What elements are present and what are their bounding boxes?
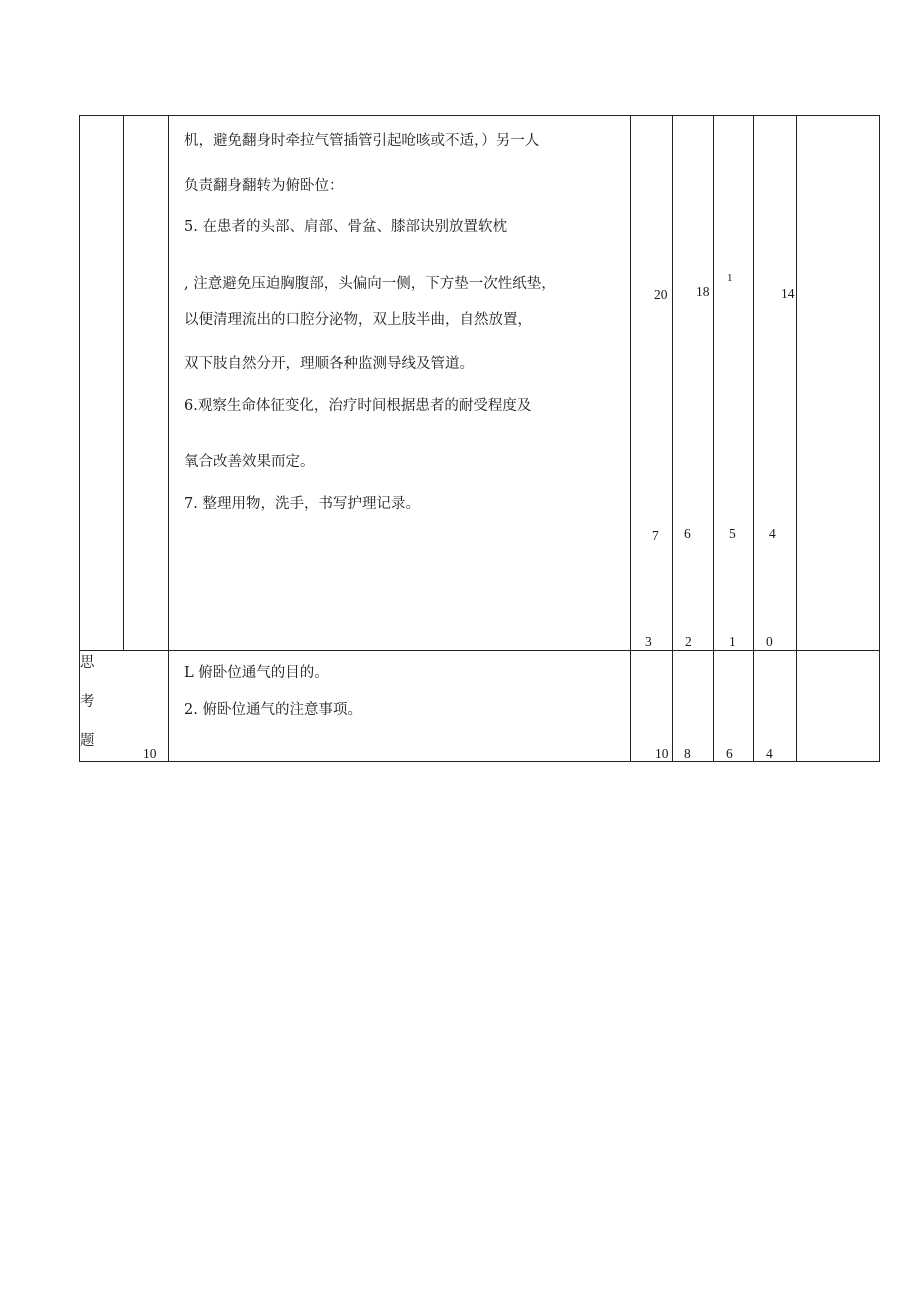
column-divider	[796, 115, 797, 762]
column-divider	[753, 115, 754, 762]
score-cell: 0	[766, 634, 773, 649]
column-divider	[713, 115, 714, 762]
category-char: 题	[80, 733, 95, 749]
score-cell: 6	[726, 746, 733, 761]
procedure-line: 双下肢自然分开，理顺各种监测导线及管道。	[184, 356, 474, 372]
score-cell: 10	[655, 746, 669, 761]
score-cell: 18	[696, 284, 710, 299]
column-divider	[168, 115, 169, 762]
column-divider	[672, 115, 673, 762]
procedure-line: 以便清理流出的口腔分泌物，双上肢半曲，自然放置，	[184, 312, 532, 328]
question-line: 2. 俯卧位通气的注意事项。	[184, 702, 362, 718]
score-cell: 4	[769, 526, 776, 541]
points-cell: 10	[143, 746, 157, 761]
category-char: 考	[80, 694, 95, 710]
procedure-line: 机，避免翻身时牵拉气管插管引起呛咳或不适，）另一人	[184, 133, 540, 149]
procedure-line: 7. 整理用物，洗手，书写护理记录。	[184, 496, 420, 512]
score-cell: 3	[645, 634, 652, 649]
score-cell: 4	[766, 746, 773, 761]
column-divider	[630, 115, 631, 762]
procedure-line: 5. 在患者的头部、肩部、骨盆、膝部诀别放置软枕	[184, 219, 507, 235]
question-line: L 俯卧位通气的目的。	[184, 665, 329, 681]
row-divider	[79, 650, 880, 651]
score-cell: 7	[652, 528, 659, 543]
category-char: 思	[80, 655, 95, 671]
score-cell: 8	[684, 746, 691, 761]
score-cell: 6	[684, 526, 691, 541]
column-divider	[123, 115, 124, 650]
score-cell: 2	[685, 634, 692, 649]
score-cell: 1	[727, 272, 733, 284]
procedure-line: 6.观察生命体征变化，治疗时间根据患者的耐受程度及	[184, 398, 532, 414]
procedure-line: 负责翻身翻转为俯卧位：	[184, 178, 344, 194]
score-cell: 5	[729, 526, 736, 541]
score-cell: 14	[781, 286, 795, 301]
procedure-line: , 注意避免压迫胸腹部，头偏向一侧，下方垫一次性纸垫，	[184, 276, 556, 292]
procedure-line: 氧合改善效果而定。	[184, 454, 315, 470]
score-cell: 1	[729, 634, 736, 649]
score-cell: 20	[654, 287, 668, 302]
